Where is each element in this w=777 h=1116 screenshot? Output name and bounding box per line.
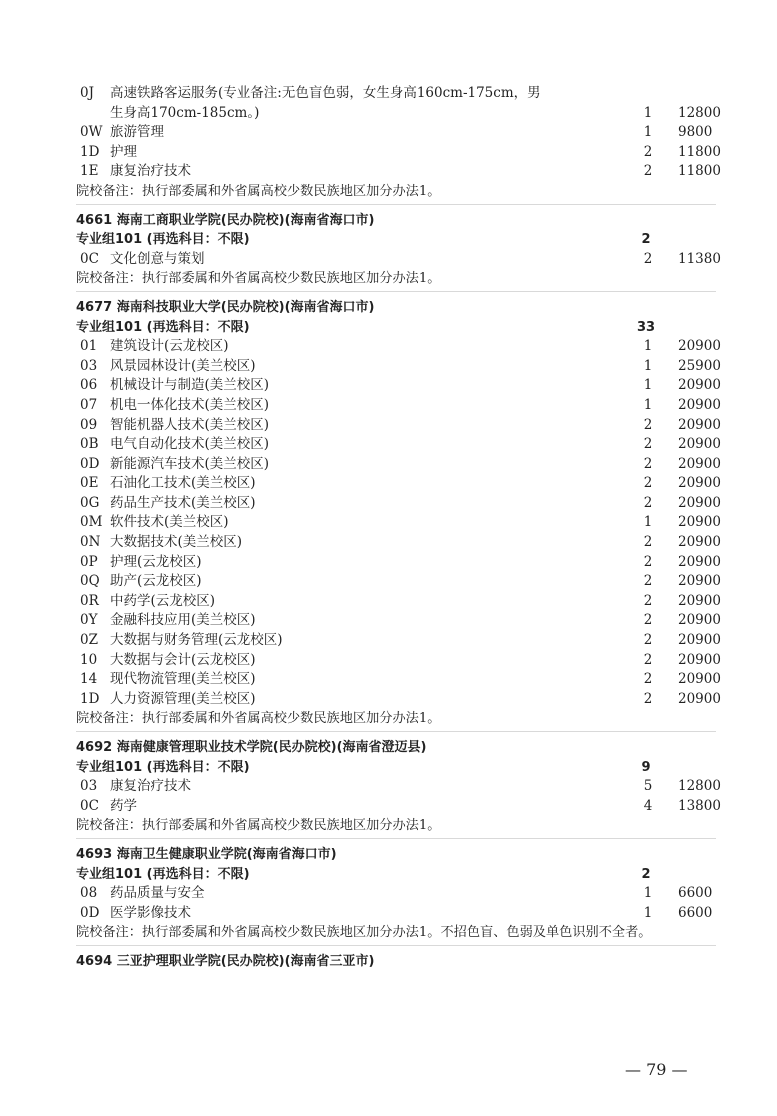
program-row xyxy=(76,84,716,104)
program-info xyxy=(80,572,202,592)
program-row xyxy=(76,904,716,924)
program-fee: 20900 xyxy=(678,592,721,609)
program-info xyxy=(80,143,137,163)
program-info xyxy=(80,690,256,710)
program-code: 0J xyxy=(80,85,95,101)
program-plan: 2 xyxy=(643,416,653,433)
major-group-label: 专业组101 (再选科目：不限) xyxy=(76,866,250,882)
program-info xyxy=(80,123,164,143)
program-code: 03 xyxy=(80,357,98,374)
program-name: 大数据与财务管理(云龙校区) xyxy=(110,632,283,649)
program-name: 康复治疗技术 xyxy=(110,163,191,180)
program-plan: 2 xyxy=(643,455,653,472)
school-note: 院校备注：执行部委属和外省属高校少数民族地区加分办法1。 xyxy=(76,183,441,199)
program-name: 康复治疗技术 xyxy=(110,778,191,795)
program-fee: 20900 xyxy=(678,377,721,394)
school-note: 院校备注：执行部委属和外省属高校少数民族地区加分办法1。 xyxy=(76,818,441,834)
program-name: 人力资源管理(美兰校区) xyxy=(110,690,256,707)
program-row xyxy=(76,455,721,475)
program-plan: 2 xyxy=(643,573,653,590)
program-code: 0C xyxy=(80,797,99,814)
section-divider xyxy=(76,291,716,292)
program-fee: 20900 xyxy=(678,416,721,433)
program-plan: 2 xyxy=(643,475,653,492)
program-row xyxy=(76,592,721,612)
school-header: 4693 海南卫生健康职业学院(海南省海口市) xyxy=(76,846,337,862)
program-plan: 2 xyxy=(643,436,653,453)
program-name: 建筑设计(云龙校区) xyxy=(110,338,229,355)
program-plan: 2 xyxy=(643,553,653,570)
program-info xyxy=(80,376,269,396)
program-fee: 20900 xyxy=(678,494,721,511)
program-name: 智能机器人技术(美兰校区) xyxy=(110,416,270,433)
program-name: 药品质量与安全 xyxy=(110,885,205,902)
program-row xyxy=(76,670,721,690)
program-fee: 20900 xyxy=(678,573,721,590)
program-row xyxy=(76,162,721,182)
program-fee: 20900 xyxy=(678,455,721,472)
program-info xyxy=(80,84,541,104)
program-info xyxy=(80,513,229,533)
program-info xyxy=(80,162,191,182)
program-plan: 2 xyxy=(643,494,653,511)
group-plan-count: 2 xyxy=(641,232,651,248)
school-note: 院校备注：执行部委属和外省属高校少数民族地区加分办法1。 xyxy=(76,711,441,727)
program-name: 高速铁路客运服务(专业备注:无色盲色弱，女生身高160cm-175cm，男 xyxy=(110,85,541,101)
program-info xyxy=(80,777,191,797)
program-plan: 1 xyxy=(643,104,653,121)
program-row xyxy=(76,572,721,592)
program-info xyxy=(80,797,137,817)
major-group-row xyxy=(76,865,716,885)
program-name: 大数据与会计(云龙校区) xyxy=(110,651,256,668)
program-name: 文化创意与策划 xyxy=(110,250,205,267)
program-name: 中药学(云龙校区) xyxy=(110,592,216,609)
school-header: 4694 三亚护理职业学院(民办院校)(海南省三亚市) xyxy=(76,953,375,969)
program-row xyxy=(76,884,716,904)
program-fee: 20900 xyxy=(678,338,721,355)
group-plan-count: 2 xyxy=(641,866,651,882)
section-divider xyxy=(76,838,716,839)
program-row xyxy=(76,631,721,651)
program-plan: 2 xyxy=(643,534,653,551)
program-info xyxy=(80,357,256,377)
program-fee: 13800 xyxy=(678,797,721,814)
admissions-listing xyxy=(76,84,721,972)
program-info xyxy=(80,494,256,514)
program-info xyxy=(80,396,269,416)
program-plan: 2 xyxy=(643,592,653,609)
program-row xyxy=(76,513,721,533)
program-plan: 2 xyxy=(643,143,653,160)
program-info xyxy=(80,592,215,612)
program-info xyxy=(80,435,269,455)
program-info xyxy=(80,651,256,671)
program-code: 0M xyxy=(80,514,103,531)
school-header: 4661 海南工商职业学院(民办院校)(海南省海口市) xyxy=(76,212,375,228)
program-code: 1E xyxy=(80,163,99,180)
program-code: 07 xyxy=(80,396,98,413)
program-name: 护理(云龙校区) xyxy=(110,553,202,570)
program-info xyxy=(80,250,205,270)
program-info xyxy=(80,631,283,651)
program-name: 金融科技应用(美兰校区) xyxy=(110,612,256,629)
program-code: 0N xyxy=(80,534,101,551)
program-fee: 20900 xyxy=(678,475,721,492)
program-plan: 2 xyxy=(643,671,653,688)
program-plan: 1 xyxy=(643,904,653,921)
program-code: 08 xyxy=(80,885,98,902)
program-fee: 20900 xyxy=(678,690,721,707)
program-name: 电气自动化技术(美兰校区) xyxy=(110,436,270,453)
program-code: 0W xyxy=(80,124,103,141)
program-fee: 9800 xyxy=(678,124,713,141)
program-fee: 20900 xyxy=(678,632,721,649)
program-plan: 2 xyxy=(643,163,653,180)
page-number: — 79 — xyxy=(625,1060,688,1079)
program-fee: 6600 xyxy=(678,885,713,902)
program-fee: 20900 xyxy=(678,436,721,453)
program-fee: 12800 xyxy=(678,778,721,795)
program-info xyxy=(80,611,256,631)
program-info xyxy=(80,553,202,573)
program-row xyxy=(76,611,721,631)
program-fee: 11800 xyxy=(678,143,721,160)
program-name: 医学影像技术 xyxy=(110,904,191,921)
program-row xyxy=(76,690,721,710)
major-group-row xyxy=(76,230,716,250)
program-plan: 5 xyxy=(643,778,653,795)
program-code: 0D xyxy=(80,904,100,921)
major-group-row xyxy=(76,758,716,778)
program-plan: 2 xyxy=(643,651,653,668)
program-name: 机电一体化技术(美兰校区) xyxy=(110,396,270,413)
program-row xyxy=(76,494,721,514)
program-fee: 20900 xyxy=(678,514,721,531)
program-fee: 11380 xyxy=(678,250,721,267)
program-fee: 20900 xyxy=(678,671,721,688)
program-code: 0P xyxy=(80,553,98,570)
program-code: 1D xyxy=(80,143,100,160)
program-row-continued xyxy=(76,104,721,124)
program-fee: 20900 xyxy=(678,651,721,668)
program-row xyxy=(76,474,721,494)
program-plan: 4 xyxy=(643,797,653,814)
program-info xyxy=(80,884,205,904)
program-info xyxy=(80,337,229,357)
program-plan: 2 xyxy=(643,632,653,649)
program-plan: 2 xyxy=(643,250,653,267)
program-name: 风景园林设计(美兰校区) xyxy=(110,357,256,374)
program-row xyxy=(76,797,721,817)
program-code: 0Q xyxy=(80,573,100,590)
school-note: 院校备注：执行部委属和外省属高校少数民族地区加分办法1。不招色盲、色弱及单色识别不全者。 xyxy=(76,925,652,941)
program-name: 现代物流管理(美兰校区) xyxy=(110,671,256,688)
program-code: 0B xyxy=(80,436,99,453)
program-plan: 1 xyxy=(643,124,653,141)
program-row xyxy=(76,651,721,671)
program-row xyxy=(76,357,721,377)
program-row xyxy=(76,143,721,163)
program-code: 0Z xyxy=(80,632,98,649)
major-group-row xyxy=(76,318,716,338)
program-fee: 20900 xyxy=(678,612,721,629)
program-code: 0D xyxy=(80,455,100,472)
program-info xyxy=(80,416,269,436)
program-plan: 1 xyxy=(643,885,653,902)
program-plan: 1 xyxy=(643,338,653,355)
program-info xyxy=(80,904,191,924)
program-plan: 1 xyxy=(643,357,653,374)
program-code: 0G xyxy=(80,494,100,511)
program-fee: 20900 xyxy=(678,534,721,551)
program-plan: 1 xyxy=(643,396,653,413)
program-plan: 1 xyxy=(643,514,653,531)
major-group-label: 专业组101 (再选科目：不限) xyxy=(76,759,250,775)
program-name: 新能源汽车技术(美兰校区) xyxy=(110,455,270,472)
program-code: 0Y xyxy=(80,612,98,629)
program-code: 1D xyxy=(80,690,100,707)
section-divider xyxy=(76,204,716,205)
section-divider xyxy=(76,945,716,946)
program-info xyxy=(80,533,242,553)
program-code: 03 xyxy=(80,778,98,795)
major-group-label: 专业组101 (再选科目：不限) xyxy=(76,232,250,248)
program-code: 0R xyxy=(80,592,99,609)
program-name: 机械设计与制造(美兰校区) xyxy=(110,377,270,394)
group-plan-count: 9 xyxy=(641,759,651,775)
program-name-continued: 生身高170cm-185cm。) xyxy=(110,104,260,121)
program-code: 10 xyxy=(80,651,98,668)
program-code: 09 xyxy=(80,416,98,433)
program-row xyxy=(76,416,721,436)
program-info xyxy=(80,670,256,690)
program-code: 06 xyxy=(80,377,98,394)
program-info xyxy=(80,474,256,494)
program-name: 石油化工技术(美兰校区) xyxy=(110,475,256,492)
program-row xyxy=(76,376,721,396)
program-row xyxy=(76,435,721,455)
program-row xyxy=(76,533,721,553)
group-plan-count: 33 xyxy=(636,319,656,335)
program-plan: 2 xyxy=(643,612,653,629)
program-name: 大数据技术(美兰校区) xyxy=(110,534,243,551)
program-fee: 20900 xyxy=(678,553,721,570)
major-group-label: 专业组101 (再选科目：不限) xyxy=(76,319,250,335)
section-divider xyxy=(76,731,716,732)
program-name: 药学 xyxy=(110,797,137,814)
program-name: 护理 xyxy=(110,143,137,160)
program-row xyxy=(76,396,721,416)
program-code: 01 xyxy=(80,338,98,355)
program-fee: 20900 xyxy=(678,396,721,413)
school-note: 院校备注：执行部委属和外省属高校少数民族地区加分办法1。 xyxy=(76,271,441,287)
program-row xyxy=(76,337,721,357)
program-name: 助产(云龙校区) xyxy=(110,573,202,590)
program-row xyxy=(76,553,721,573)
program-fee: 25900 xyxy=(678,357,721,374)
program-row xyxy=(76,777,721,797)
school-header: 4692 海南健康管理职业技术学院(民办院校)(海南省澄迈县) xyxy=(76,740,427,755)
program-code: 14 xyxy=(80,671,98,688)
program-plan: 1 xyxy=(643,377,653,394)
program-code: 0C xyxy=(80,250,99,267)
program-row xyxy=(76,123,716,143)
program-name: 旅游管理 xyxy=(110,124,164,141)
program-fee: 12800 xyxy=(678,104,721,121)
program-plan: 2 xyxy=(643,690,653,707)
program-name: 软件技术(美兰校区) xyxy=(110,514,229,531)
program-info xyxy=(80,455,269,475)
program-fee: 11800 xyxy=(678,163,721,180)
program-name: 药品生产技术(美兰校区) xyxy=(110,494,256,511)
program-fee: 6600 xyxy=(678,904,713,921)
school-header: 4677 海南科技职业大学(民办院校)(海南省海口市) xyxy=(76,299,375,315)
program-row xyxy=(76,250,721,270)
program-code: 0E xyxy=(80,475,99,492)
